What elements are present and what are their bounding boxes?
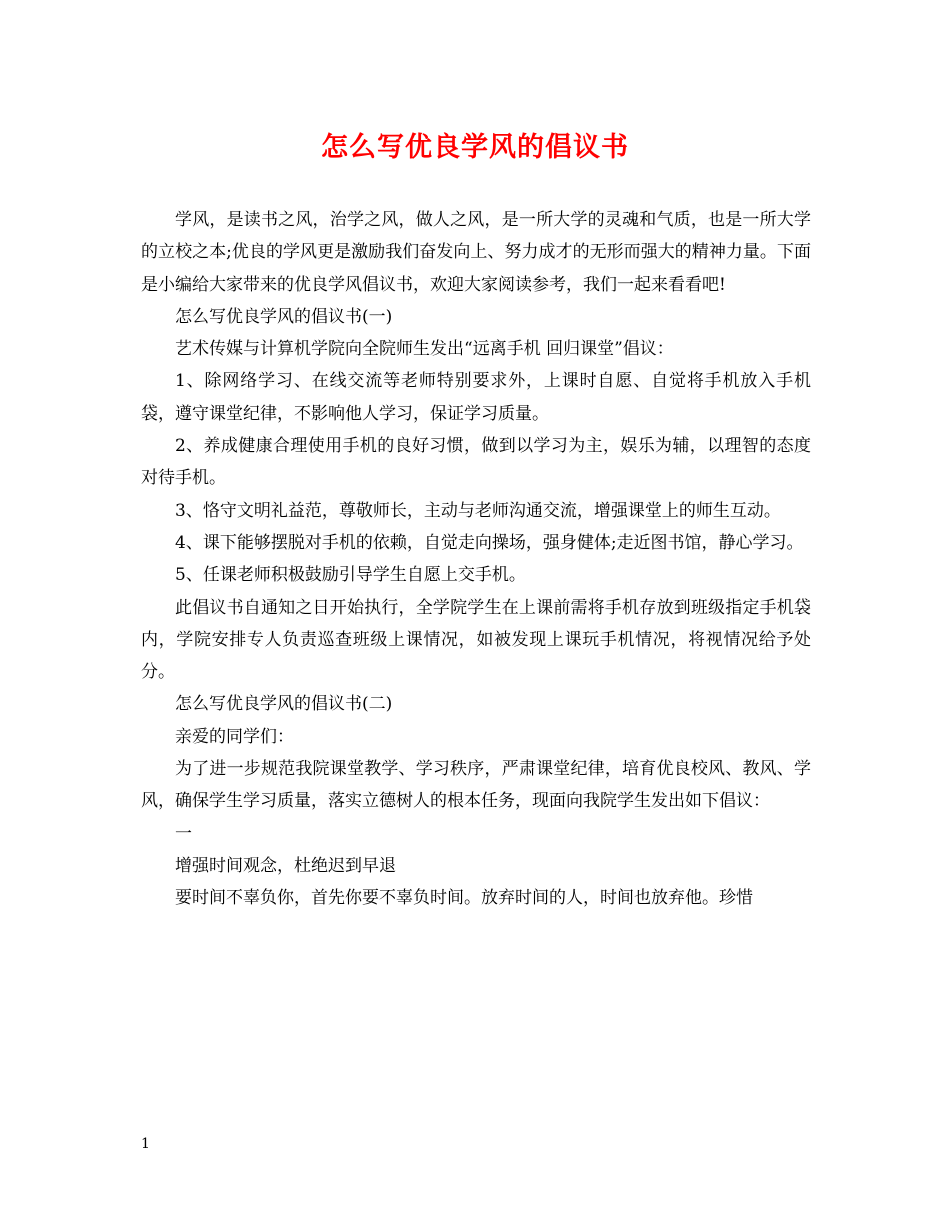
list-item-5: 5、任课老师积极鼓励引导学生自愿上交手机。 [175, 565, 526, 586]
paragraph-intro: 学风，是读书之风，治学之风，做人之风，是一所大学的灵魂和气质，也是一所大学的立校之本;优良的学风更是激励我们奋发向上、努力成才的无形而强大的精神力量。下面是小编给大家带来的优良学风倡议书，欢迎大家阅读参考，我们一起来看看吧! [141, 210, 811, 295]
subsection-number: 一 [175, 823, 192, 844]
document-body [141, 204, 811, 915]
list-item-3: 3、恪守文明礼益范，尊敬师长，主动与老师沟通交流，增强课堂上的师生互动。 [175, 500, 781, 521]
page-number: 1 [141, 1136, 150, 1152]
list-item-1: 1、除网络学习、在线交流等老师特别要求外，上课时自愿、自觉将手机放入手机袋，遵守课堂纪律，不影响他人学习，保证学习质量。 [141, 371, 811, 424]
paragraph-purpose: 为了进一步规范我院课堂教学、学习秩序，严肃课堂纪律，培育优良校风、教风、学风，确保学生学习质量，落实立德树人的根本任务，现面向我院学生发出如下倡议： [141, 759, 811, 812]
paragraph-greeting: 亲爱的同学们： [175, 726, 294, 747]
paragraph-time: 要时间不辜负你，首先你要不辜负时间。放弃时间的人，时间也放弃他。珍惜 [175, 888, 753, 909]
paragraph-initiative-statement: 艺术传媒与计算机学院向全院师生发出“远离手机 回归课堂”倡议： [175, 339, 674, 360]
document-title: 怎么写优良学风的倡议书 [321, 132, 629, 163]
section-heading-one: 怎么写优良学风的倡议书(一) [175, 306, 393, 327]
section-heading-two: 怎么写优良学风的倡议书(二) [175, 694, 393, 715]
list-item-2: 2、养成健康合理使用手机的良好习惯，做到以学习为主，娱乐为辅，以理智的态度对待手机。 [141, 436, 811, 489]
subsection-heading: 增强时间观念，杜绝迟到早退 [175, 855, 396, 876]
list-item-4: 4、课下能够摆脱对手机的依赖，自觉走向操场，强身健体;走近图书馆，静心学习。 [175, 532, 804, 553]
paragraph-enforcement: 此倡议书自通知之日开始执行，全学院学生在上课前需将手机存放到班级指定手机袋内，学院安排专人负责巡查班级上课情况，如被发现上课玩手机情况，将视情况给予处分。 [141, 597, 811, 683]
